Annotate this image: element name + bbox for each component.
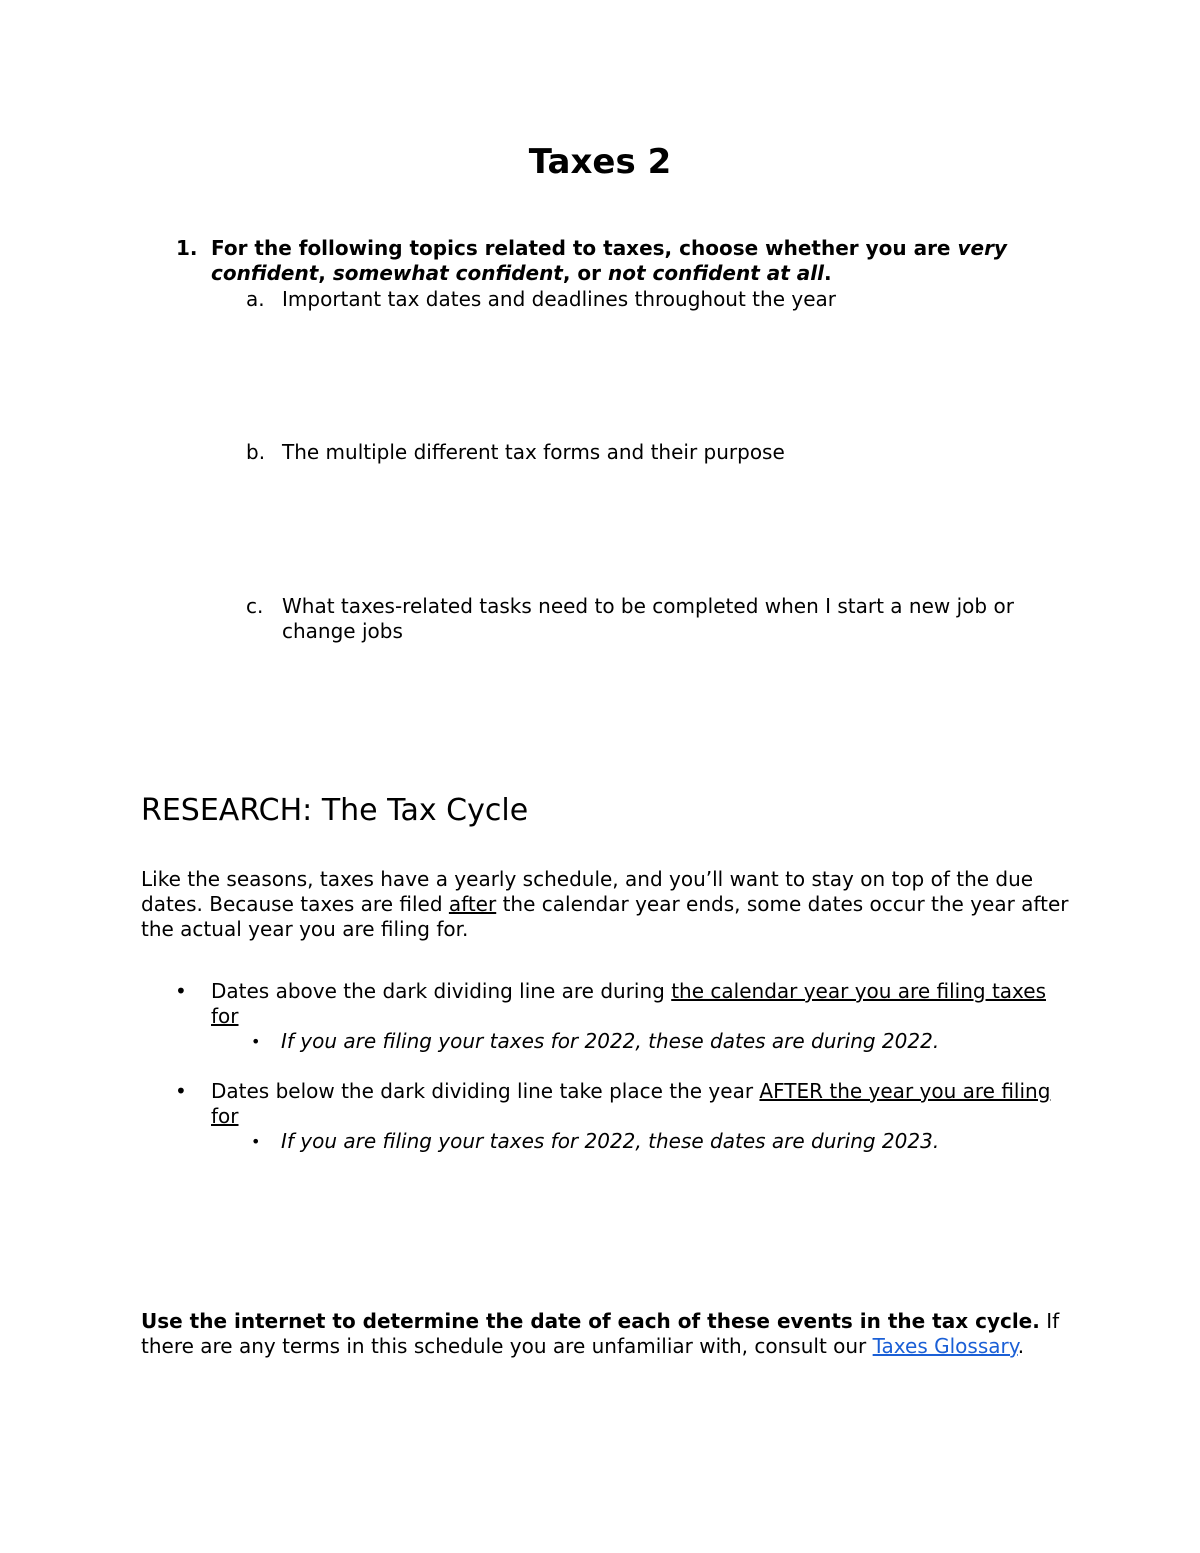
bullet-text-main: Dates below the dark dividing line take place the year xyxy=(211,1079,760,1103)
taxes-glossary-link[interactable]: Taxes Glossary xyxy=(872,1334,1018,1358)
sub-bullet-icon: • xyxy=(251,1132,261,1151)
prompt-end: . xyxy=(823,261,832,285)
topic-text: The multiple different tax forms and their purpose xyxy=(282,440,785,464)
sub-bullet-text: If you are filing your taxes for 2022, these dates are during 2022. xyxy=(281,1029,940,1053)
bullet-text xyxy=(211,979,1071,1029)
research-paragraph xyxy=(141,867,1071,942)
bullet-text-main: Dates above the dark dividing line are during xyxy=(211,979,672,1003)
bullet-text-underline: AFTER the year you are filing for xyxy=(211,1079,1051,1128)
bullet-text-underline: the calendar year you are filing taxes for xyxy=(211,979,1046,1028)
prompt-start: For the following topics related to taxes, choose whether you are xyxy=(211,236,958,260)
sub-bullet-text: If you are filing your taxes for 2022, these dates are during 2023. xyxy=(281,1129,940,1153)
para-underline: after xyxy=(448,892,497,916)
bullet-icon: • xyxy=(175,979,187,1003)
topic-text: Important tax dates and deadlines throughout the year xyxy=(282,287,836,311)
instructions-bold: Use the internet to determine the date of each of these events in the tax cycle. xyxy=(141,1309,1040,1333)
question-number: 1. xyxy=(176,236,198,260)
instructions-paragraph xyxy=(141,1309,1061,1359)
prompt-sep-1: , xyxy=(318,261,333,285)
topic-letter: b. xyxy=(246,440,266,464)
bullet-text xyxy=(211,1079,1071,1129)
para-part-2: the calendar year ends, some dates occur the year after the actual year you are filing for. xyxy=(141,892,1069,941)
option-not-confident: not confident at all xyxy=(608,261,824,285)
topic-letter: a. xyxy=(246,287,265,311)
instructions-text: If there are any terms in this schedule you are unfamiliar with, consult our xyxy=(141,1309,1060,1358)
topic-letter: c. xyxy=(246,594,264,618)
prompt-sep-2: , or xyxy=(562,261,609,285)
question-prompt xyxy=(211,236,1056,286)
page-title: Taxes 2 xyxy=(528,142,672,182)
topic-text: What taxes-related tasks need to be completed when I start a new job or change jobs xyxy=(282,594,1014,643)
research-heading: RESEARCH: The Tax Cycle xyxy=(141,793,529,828)
bullet-icon: • xyxy=(175,1079,187,1103)
option-somewhat-confident: somewhat confident xyxy=(332,261,563,285)
sub-bullet-icon: • xyxy=(251,1032,261,1051)
instructions-end: . xyxy=(1017,1334,1025,1358)
para-part-1: Like the seasons, taxes have a yearly schedule, and you’ll want to stay on top of the due dates. Because taxes are filed xyxy=(141,867,1034,916)
option-very-confident: very confident xyxy=(211,236,1007,285)
